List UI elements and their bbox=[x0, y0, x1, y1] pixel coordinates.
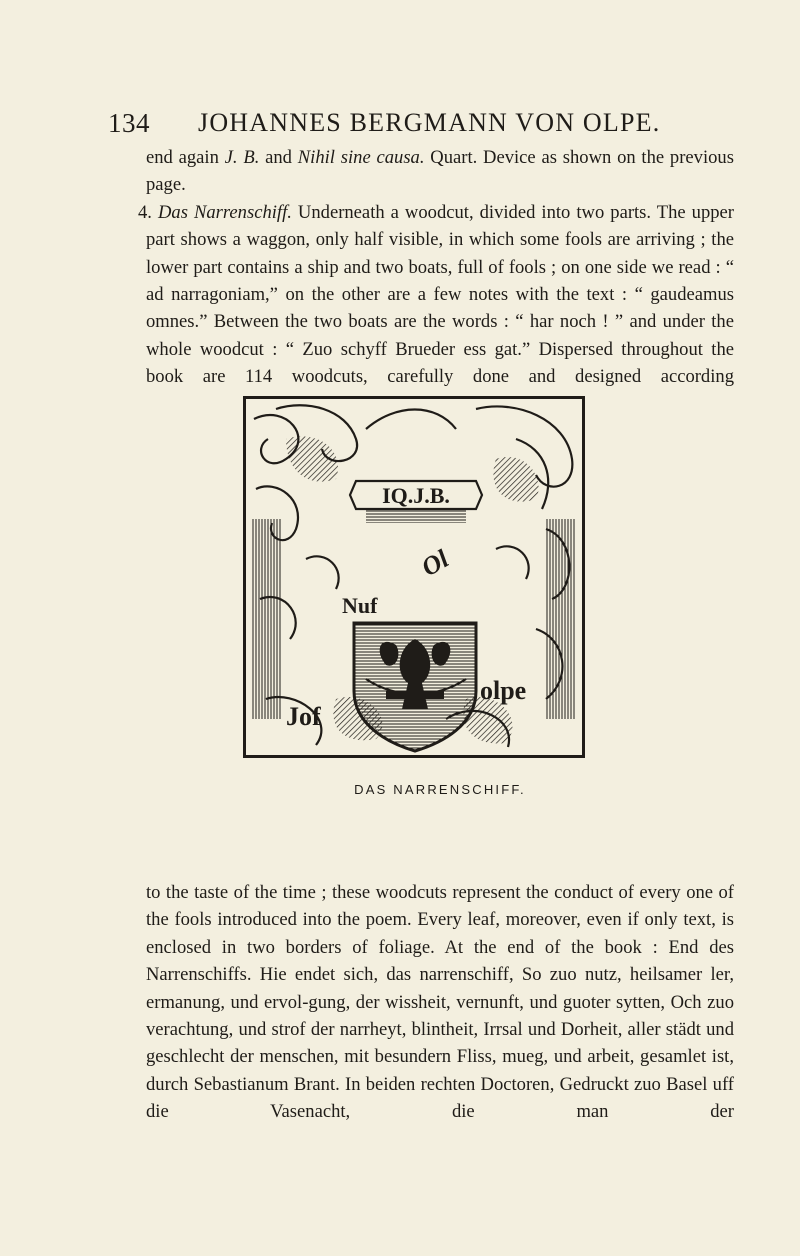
top-banner bbox=[350, 481, 482, 509]
text-run: end again bbox=[146, 147, 225, 168]
italic-initials: J. B. bbox=[224, 147, 260, 168]
text-run: and bbox=[259, 147, 298, 168]
paragraph-device bbox=[146, 144, 734, 199]
italic-motto: Nihil sine causa. bbox=[297, 147, 425, 168]
item-body: Underneath a woodcut, divided into two parts. The upper part shows a waggon, only half visible, in which some fools are arriving ; the lower part contains a ship and two boats, full of fools ; on one side we read : “ ad narragoniam,” on the other are a few notes with the text : “ gaudeamus omnes.” Between the two boats are the words : “ har noch ! ” and under the whole woodcut : “ Zuo schyff Brueder ess gat.” Dispersed throughout the book are 114 woodcuts, carefully done and designed according bbox=[146, 201, 734, 388]
text-after-figure bbox=[146, 879, 734, 1126]
figure-caption: DAS NARRENSCHIFF. bbox=[354, 782, 526, 797]
woodcut-figure bbox=[243, 396, 585, 758]
upper-lettering: Ol bbox=[416, 544, 454, 583]
paragraph-continued: to the taste of the time ; these woodcuts represent the conduct of every one of the fools introduced into the poem. Every leaf, moreover, even if only text, is enclosed in two borders of foliage. At the end of the book : End des Narrenschiffs. Hie endet sich, das narrenschiff, So zuo nutz, heilsamer ler, ermanung, und ervol-gung, der wissheit, vernunft, und guoter sytten, Och zuo verachtung, und strof der narrheyt, blintheit, Irrsal und Dorheit, aller städt und geschlecht der menschen, mit besundern Fliss, mueg, und arbeit, gesamlet ist, durch Sebastianum Brant. In beiden rechten Doctoren, Gedruckt zuo Basel uff die Vasenacht, die man der bbox=[146, 882, 734, 1123]
banner-text: IQ.J.B. bbox=[382, 483, 450, 508]
item-number: 4. bbox=[138, 201, 158, 223]
page-number: 134 bbox=[108, 108, 150, 138]
text-before-figure bbox=[138, 144, 734, 391]
running-head: JOHANNES BERGMANN VON OLPE. bbox=[198, 108, 661, 137]
text-run: Quart. Device as shown on the previous page. bbox=[146, 147, 734, 196]
center-lettering: Nuf bbox=[342, 593, 378, 618]
item-title: Das Narrenschiff. bbox=[157, 201, 292, 223]
paragraph-item-4 bbox=[138, 199, 734, 391]
woodcut-illustration bbox=[246, 399, 582, 755]
page-header bbox=[108, 108, 668, 148]
lower-right-lettering: olpe bbox=[480, 676, 527, 705]
lower-left-lettering: Jof bbox=[286, 702, 321, 731]
